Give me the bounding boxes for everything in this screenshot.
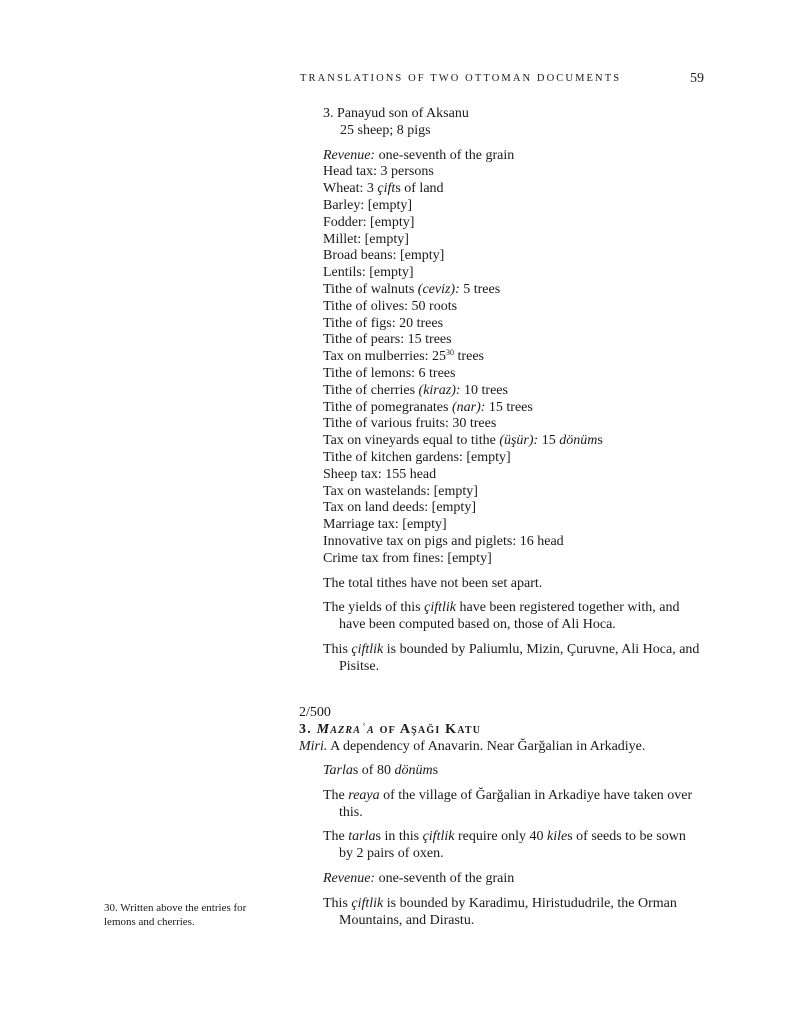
- tax-line-post: 5 trees: [459, 281, 501, 297]
- tax-line: [323, 198, 703, 215]
- tax-line-pre: Fodder: [empty]: [323, 214, 415, 230]
- tax-line-it: (ceviz):: [417, 281, 460, 297]
- tax-line: [323, 265, 703, 282]
- tax-line: [323, 500, 703, 517]
- yields-pre: The yields of this: [323, 600, 425, 616]
- section-bounded-pre: This: [323, 895, 352, 911]
- seeds-mid2: require only 40: [454, 829, 547, 845]
- tax-line: [323, 517, 703, 534]
- footnote-text: 30. Written above the entries for lemons and cherries.: [104, 902, 247, 928]
- section-revenue-line: [323, 871, 703, 888]
- section-ref: 2/500: [299, 705, 331, 720]
- tax-line: [323, 232, 703, 249]
- tax-line: [323, 299, 703, 316]
- tax-line-pre: Tithe of olives: 50 roots: [323, 298, 458, 314]
- tax-line: [323, 248, 703, 265]
- section-heading: [299, 704, 719, 755]
- page-number: 59: [690, 71, 704, 86]
- tax-line-post: s of land: [395, 181, 444, 197]
- tax-line-pre: Tithe of pomegranates: [323, 399, 452, 415]
- tax-line: [323, 383, 703, 400]
- tax-line: [323, 450, 703, 467]
- reaya-post: of the village of Ğarğalian in Arkadiye have taken over this.: [339, 787, 693, 820]
- tax-line-pre: Tax on wastelands: [empty]: [323, 483, 478, 499]
- seeds-note: [323, 829, 703, 863]
- tax-line: [323, 316, 703, 333]
- tax-line-post: trees: [454, 349, 484, 365]
- tax-line-pre: Tithe of lemons: 6 trees: [323, 365, 456, 381]
- tax-line: [323, 181, 703, 198]
- tax-line-post: 10 trees: [460, 382, 508, 398]
- seeds-mid1: s in this: [375, 829, 423, 845]
- section-body: [323, 763, 703, 929]
- tax-line-pre: Barley: [empty]: [323, 197, 413, 213]
- seeds-pre: The: [323, 829, 349, 845]
- section-subtitle: [299, 738, 719, 755]
- tax-line-pre: Broad beans: [empty]: [323, 248, 445, 264]
- tax-line: [323, 484, 703, 501]
- section-bounded-term: çiftlik: [351, 895, 384, 911]
- tax-line: [323, 467, 703, 484]
- tax-line-it: (üşür):: [499, 433, 539, 449]
- tarlas-unit: dönüm: [394, 763, 433, 778]
- tax-line-post: 15: [538, 433, 560, 449]
- tax-line-it: (kiraz):: [418, 382, 461, 398]
- tax-line: [323, 416, 703, 433]
- tax-line-pre: Tithe of figs: 20 trees: [323, 315, 444, 331]
- yields-post: have been registered together with, and have been computed based on, those of Ali Hoca.: [339, 600, 680, 633]
- tax-line-post: 15 trees: [485, 399, 533, 415]
- seeds-term1: tarla: [348, 829, 376, 845]
- tax-line: [323, 551, 703, 568]
- entry-name: 3. Panayud son of Aksanu: [323, 106, 469, 121]
- seeds-post: s of seeds to be sown by 2 pairs of oxen.: [339, 829, 686, 862]
- footnote: [88, 901, 278, 929]
- entry-panayud: [323, 106, 703, 676]
- seeds-term2: çiftlik: [422, 829, 455, 845]
- tax-line-pre: Lentils: [empty]: [323, 265, 414, 281]
- tax-line-pre: Sheep tax: 155 head: [323, 466, 437, 482]
- tarlas-line: [323, 763, 703, 780]
- reaya-term: reaya: [348, 787, 380, 803]
- section-title-of: of: [374, 722, 400, 737]
- tax-line-pre: Millet: [empty]: [323, 231, 409, 247]
- tax-line: [323, 366, 703, 383]
- reaya-pre: The: [323, 787, 349, 803]
- tax-line-pre: Tithe of walnuts: [323, 281, 418, 297]
- bounded-post: is bounded by Paliumlu, Mizin, Çuruvne, Ali Hoca, and Pisitse.: [339, 641, 700, 674]
- tax-line: [323, 164, 703, 181]
- tax-line: [323, 534, 703, 551]
- tax-line: [323, 282, 703, 299]
- tax-line-pre: Tithe of pears: 15 trees: [323, 332, 452, 348]
- tax-line-it: (nar):: [451, 399, 486, 415]
- section-title-place: Aşaği Katu: [399, 722, 482, 737]
- tax-line-sup: 30: [446, 348, 455, 358]
- section-boundary-note: [323, 896, 703, 930]
- tax-line-it: çift: [377, 181, 396, 197]
- tax-line-pre: Crime tax from fines: [empty]: [323, 550, 492, 566]
- tax-list: [323, 164, 703, 567]
- revenue-label: Revenue:: [323, 147, 376, 163]
- tax-line: [323, 215, 703, 232]
- entry-livestock: 25 sheep; 8 pigs: [340, 122, 431, 138]
- revenue-line: [323, 148, 703, 165]
- tarlas-post: s: [432, 763, 439, 778]
- tax-line-pre: Tithe of various fruits: 30 trees: [323, 416, 497, 432]
- section-title-term: Mazraʿa: [316, 722, 375, 737]
- tax-line: [323, 400, 703, 417]
- section-number: 3.: [299, 722, 317, 737]
- section-bounded-post: is bounded by Karadimu, Hiristududrile, the Orman Mountains, and Dirastu.: [339, 895, 677, 928]
- tax-line-pre: Tithe of kitchen gardens: [empty]: [323, 449, 511, 465]
- reaya-note: [323, 788, 703, 822]
- total-tithes-note: The total tithes have not been set apart.: [323, 575, 543, 591]
- seeds-term3: kile: [547, 829, 568, 845]
- tax-line-it2: dönüm: [559, 433, 598, 449]
- tarlas-mid: s of 80: [352, 763, 395, 778]
- tax-line-pre: Tithe of cherries: [323, 382, 419, 398]
- tax-line-pre: Tax on mulberries: 25: [323, 349, 447, 365]
- section-revenue-label: Revenue:: [323, 870, 376, 886]
- tarlas-term: Tarla: [323, 763, 353, 778]
- tax-line-post2: s: [597, 433, 603, 449]
- tax-line-pre: Tax on land deeds: [empty]: [323, 500, 476, 516]
- tax-line: [323, 349, 703, 366]
- tax-line: [323, 332, 703, 349]
- tax-line-pre: Tax on vineyards equal to tithe: [323, 433, 500, 449]
- tax-line-pre: Marriage tax: [empty]: [323, 517, 447, 533]
- tax-line: [323, 433, 703, 450]
- boundary-note: [323, 642, 703, 676]
- running-head: TRANSLATIONS OF TWO OTTOMAN DOCUMENTS: [300, 73, 622, 84]
- section-title: [299, 721, 719, 738]
- bounded-pre: This: [323, 641, 352, 657]
- yields-note: [323, 600, 703, 634]
- yields-term: çiftlik: [424, 600, 456, 616]
- subtitle-term: Miri.: [299, 739, 328, 754]
- revenue-text: one-seventh of the grain: [375, 147, 515, 163]
- tax-line-pre: Head tax: 3 persons: [323, 164, 434, 180]
- section-revenue-text: one-seventh of the grain: [375, 870, 515, 886]
- tax-line-pre: Wheat: 3: [323, 181, 378, 197]
- subtitle-text: A dependency of Anavarin. Near Ğarğalian in Arkadiye.: [327, 739, 646, 754]
- tax-line-pre: Innovative tax on pigs and piglets: 16 head: [323, 533, 564, 549]
- bounded-term: çiftlik: [351, 641, 384, 657]
